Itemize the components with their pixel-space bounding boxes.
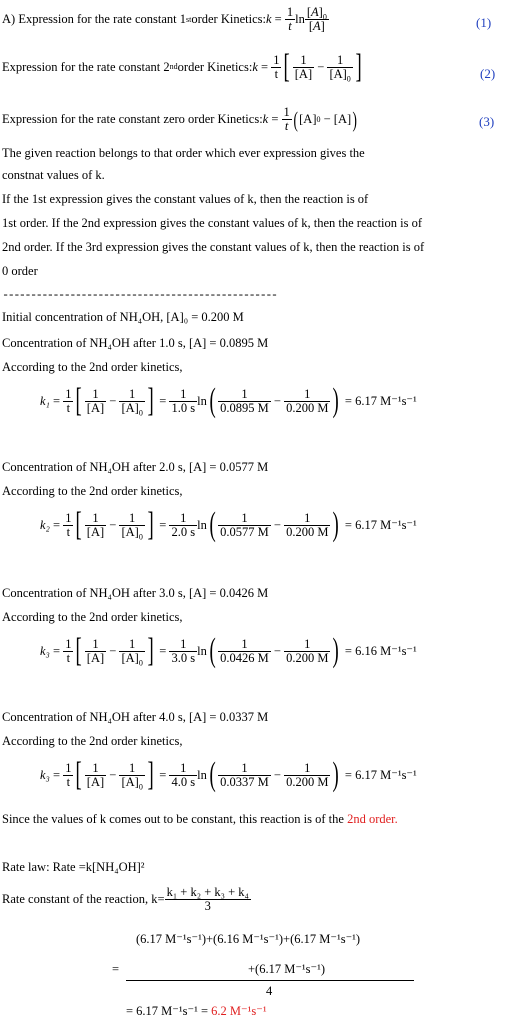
k-result: 6.17 M⁻¹s⁻¹	[355, 768, 417, 782]
equation-number-2: (2)	[480, 66, 496, 81]
k-result: 6.17 M⁻¹s⁻¹	[355, 518, 417, 532]
average-k-expression	[2, 886, 251, 913]
average-k-numerator: k₁ + k₂ + k₃ + k₄	[166, 885, 249, 899]
trial-order-note: According to the 2nd order kinetics,	[2, 484, 183, 498]
fraction-bar	[126, 980, 414, 981]
dashed-separator: -------------------------------------------------	[2, 288, 277, 302]
trial-concentration: Concentration of NH₄OH after 1.0 s, [A] = 0.0895 M	[2, 336, 269, 350]
trial-equation: k₂ = $\frac{1}{t}$ [ $\frac{1}{[A]}$ − $\frac{1}{[A]_0}$ ] = $\frac{1}{2.0 s}$ ln ( $\frac{1}{0.0577 M}$ − $\frac{1}{0.200 M}$ ) = 6.17 M⁻¹s⁻¹	[40, 506, 417, 543]
initial-conc-value: 0.200 M	[286, 400, 329, 415]
zero-order-expression: Expression for the rate constant zero order Kinetics: k = $\frac{1}{t}$ ( [A] 0 − [A] )	[2, 105, 358, 133]
second-order-label: Expression for the rate constant 2	[2, 59, 170, 74]
zero-order-label: Expression for the rate constant zero order Kinetics:	[2, 112, 263, 126]
initial-conc-value: 0.200 M	[286, 524, 329, 539]
k-result: 6.17 M⁻¹s⁻¹	[355, 394, 417, 408]
intro-paragraph-line-5: 2nd order. If the 3rd expression gives the constant values of k, then the reaction is of	[2, 240, 425, 254]
time-value: 1.0 s	[171, 400, 196, 415]
conc-value: 0.0577 M	[220, 524, 269, 539]
final-answer: 6.2 M⁻¹s⁻¹	[211, 1004, 267, 1018]
initial-conc-value: 0.200 M	[286, 774, 329, 789]
time-value: 4.0 s	[171, 774, 196, 789]
second-order-mid: order Kinetics:	[177, 59, 253, 74]
average-terms-line-2: +(6.17 M⁻¹s⁻¹)	[248, 962, 326, 976]
rate-law: Rate law: Rate =k[NH₄OH]²	[2, 860, 145, 874]
trial-concentration: Concentration of NH₄OH after 4.0 s, [A] = 0.0337 M	[2, 710, 269, 724]
trial-order-note: According to the 2nd order kinetics,	[2, 734, 183, 748]
trial-equation: k₁ = $\frac{1}{t}$ [ $\frac{1}{[A]}$ − $\frac{1}{[A]_0}$ ] = $\frac{1}{1.0 s}$ ln ( $\frac{1}{0.0895 M}$ − $\frac{1}{0.200 M}$ ) = 6.17 M⁻¹s⁻¹	[40, 382, 417, 419]
first-order-label: A) Expression for the rate constant 1	[2, 12, 186, 26]
final-answer-line	[126, 1004, 267, 1018]
k-symbol: k₁	[40, 393, 50, 408]
first-order-mid: order Kinetics:	[191, 12, 266, 26]
final-answer-prefix: = 6.17 M⁻¹s⁻¹ =	[126, 1004, 212, 1018]
k-symbol: k₃	[40, 767, 50, 782]
intro-paragraph-line-3: If the 1st expression gives the constant values of k, then the reaction is of	[2, 192, 369, 206]
trial-concentration: Concentration of NH₄OH after 3.0 s, [A] = 0.0426 M	[2, 586, 269, 600]
time-value: 2.0 s	[171, 524, 196, 539]
conc-value: 0.0895 M	[220, 400, 269, 415]
equation-number-1: (1)	[476, 15, 492, 30]
conclusion-order: 2nd	[347, 812, 366, 826]
average-k-denominator: 3	[204, 899, 211, 913]
initial-concentration: Initial concentration of NH₄OH, [A]₀ = 0.200 M	[2, 310, 244, 324]
average-k-label: Rate constant of the reaction, k=	[2, 892, 165, 906]
k-symbol: k₃	[40, 643, 50, 658]
trial-equation: k₃ = $\frac{1}{t}$ [ $\frac{1}{[A]}$ − $\frac{1}{[A]_0}$ ] = $\frac{1}{3.0 s}$ ln ( $\frac{1}{0.0426 M}$ − $\frac{1}{0.200 M}$ ) = 6.16 M⁻¹s⁻¹	[40, 632, 417, 669]
initial-conc-value: 0.200 M	[286, 650, 329, 665]
conc-value: 0.0337 M	[220, 774, 269, 789]
conclusion-text: Since the values of k comes out to be constant, this reaction is of the	[2, 812, 348, 826]
equals-sign: =	[112, 962, 120, 976]
conc-value: 0.0426 M	[220, 650, 269, 665]
conclusion-end: order.	[365, 812, 398, 826]
trial-order-note: According to the 2nd order kinetics,	[2, 360, 183, 374]
k-result: 6.16 M⁻¹s⁻¹	[355, 644, 417, 658]
average-denominator: 4	[266, 984, 273, 998]
second-order-expression: Expression for the rate constant 2 nd order Kinetics: k = $\frac{1}{t}$ [ $\frac{1}{[A]}$ − $\frac{1}{[A]_0}$ ]	[2, 48, 362, 85]
trial-order-note: According to the 2nd order kinetics,	[2, 610, 183, 624]
time-value: 3.0 s	[171, 650, 196, 665]
intro-paragraph-line-4: 1st order. If the 2nd expression gives the constant values of k, then the reaction is of	[2, 216, 423, 230]
first-order-expression: A) Expression for the rate constant 1 st order Kinetics: k = $\frac{1}{t}$ ln $\frac{[A]_0}{[A]}$	[2, 5, 327, 33]
trial-concentration: Concentration of NH₄OH after 2.0 s, [A] = 0.0577 M	[2, 460, 269, 474]
intro-paragraph-line-6: 0 order	[2, 264, 38, 278]
average-terms-line-1: (6.17 M⁻¹s⁻¹)+(6.16 M⁻¹s⁻¹)+(6.17 M⁻¹s⁻¹)	[136, 932, 361, 946]
intro-paragraph-line-2: constnat values of k.	[2, 168, 105, 182]
equation-number-3: (3)	[479, 114, 495, 129]
trial-equation: k₃ = $\frac{1}{t}$ [ $\frac{1}{[A]}$ − $\frac{1}{[A]_0}$ ] = $\frac{1}{4.0 s}$ ln ( $\frac{1}{0.0337 M}$ − $\frac{1}{0.200 M}$ ) = 6.17 M⁻¹s⁻¹	[40, 756, 417, 793]
conclusion	[2, 812, 398, 826]
intro-paragraph-line-1: The given reaction belongs to that order which ever expression gives the	[2, 146, 365, 160]
k-symbol: k₂	[40, 517, 50, 532]
